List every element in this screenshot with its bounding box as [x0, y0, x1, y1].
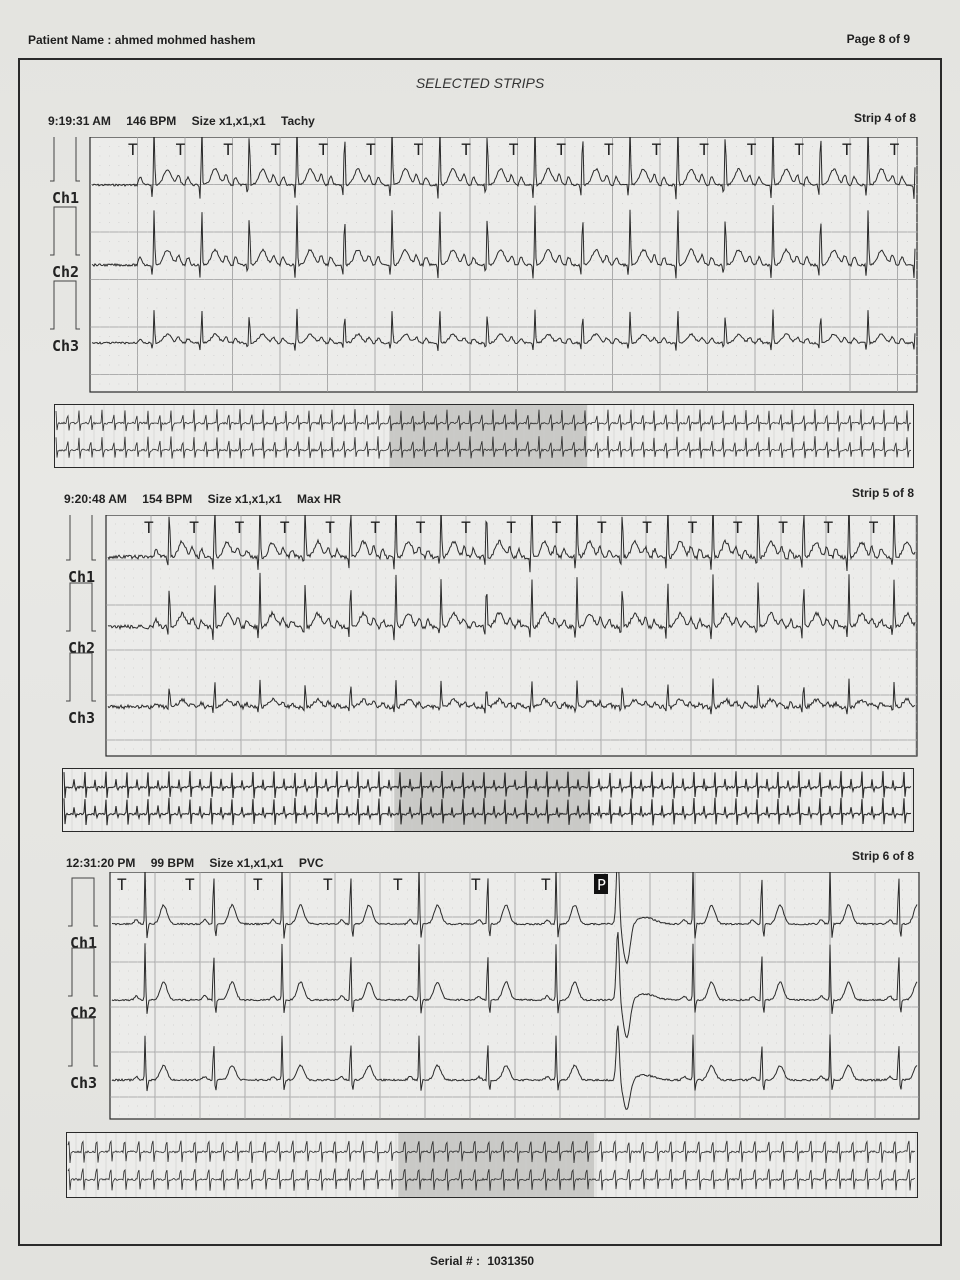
beat-marker: T	[234, 518, 245, 537]
beat-marker: T	[415, 518, 426, 537]
beat-marker: T	[506, 518, 517, 537]
strip-6-header	[66, 856, 336, 870]
serial-footer	[0, 1254, 960, 1268]
strip-size: Size x1,x1,x1	[207, 492, 282, 506]
strip-6-number: Strip 6 of 8	[851, 849, 914, 863]
beat-marker: T	[279, 518, 290, 537]
strip-event: Tachy	[281, 114, 315, 128]
channel-label: Ch1	[68, 568, 96, 586]
patient-name-label: Patient Name :	[28, 33, 112, 47]
channel-label: Ch3	[52, 337, 80, 355]
channel-label: Ch3	[70, 1074, 98, 1092]
patient-name	[28, 33, 255, 47]
strip-bpm: 146 BPM	[126, 114, 177, 128]
channel-label: Ch2	[68, 639, 96, 657]
strip-time: 9:20:48 AM	[64, 492, 127, 506]
beat-marker: T	[823, 518, 834, 537]
strip-size: Size x1,x1,x1	[209, 856, 284, 870]
beat-marker: T	[370, 518, 381, 537]
beat-marker: T	[461, 140, 471, 159]
beat-marker: T	[325, 518, 335, 537]
strip-4-number: Strip 4 of 8	[853, 111, 916, 125]
beat-marker: T	[778, 518, 788, 537]
patient-name-value: ahmed mohmed hashem	[114, 33, 256, 47]
beat-marker: T	[651, 140, 662, 159]
beat-marker: T	[551, 518, 562, 537]
beat-marker: T	[842, 140, 852, 159]
beat-marker: T	[556, 140, 567, 159]
channel-label: Ch1	[70, 934, 98, 952]
strip-4-header	[48, 114, 327, 128]
beat-marker: T	[175, 140, 186, 159]
channel-label: Ch2	[52, 263, 80, 281]
beat-marker: T	[794, 140, 805, 159]
beat-marker: T	[323, 875, 333, 894]
beat-marker: T	[128, 140, 138, 159]
strip-event: PVC	[298, 856, 324, 870]
strip-5-overview	[62, 768, 914, 832]
strip-6-ecg-chart	[62, 872, 920, 1120]
beat-marker: T	[642, 518, 652, 537]
beat-marker: T	[461, 518, 471, 537]
strip-5-ecg-chart	[60, 515, 918, 757]
channel-label: Ch1	[52, 189, 80, 207]
beat-marker: T	[746, 140, 757, 159]
strip-4-overview	[54, 404, 914, 468]
serial-value: 1031350	[487, 1254, 535, 1268]
beat-marker: T	[868, 518, 879, 537]
strip-5-number: Strip 5 of 8	[851, 486, 914, 500]
channel-label: Ch3	[68, 709, 96, 727]
strip-time: 9:19:31 AM	[48, 114, 111, 128]
beat-marker: T	[144, 518, 154, 537]
strip-5-header	[64, 492, 353, 506]
beat-marker: T	[270, 140, 281, 159]
beat-marker: T	[597, 518, 607, 537]
beat-marker: T	[223, 140, 233, 159]
strip-6-overview	[66, 1132, 918, 1198]
beat-marker: T	[413, 140, 424, 159]
beat-marker: T	[185, 875, 195, 894]
pvc-marker: P	[597, 876, 607, 894]
beat-marker: T	[508, 140, 519, 159]
beat-marker: T	[687, 518, 698, 537]
page-number: Page 8 of 9	[846, 32, 910, 46]
serial-label: Serial # :	[429, 1254, 480, 1268]
beat-marker: T	[889, 140, 900, 159]
beat-marker: T	[253, 875, 263, 894]
beat-marker: T	[318, 140, 329, 159]
beat-marker: T	[471, 875, 481, 894]
strip-bpm: 154 BPM	[142, 492, 193, 506]
beat-marker: T	[117, 875, 127, 894]
beat-marker: T	[541, 875, 551, 894]
strip-time: 12:31:20 PM	[66, 856, 136, 870]
strip-4-ecg-chart	[44, 137, 918, 393]
beat-marker: T	[732, 518, 743, 537]
beat-marker: T	[604, 140, 614, 159]
strip-event: Max HR	[297, 492, 342, 506]
strip-bpm: 99 BPM	[150, 856, 195, 870]
beat-marker: T	[189, 518, 199, 537]
beat-marker: T	[699, 140, 709, 159]
channel-label: Ch2	[70, 1004, 98, 1022]
strip-size: Size x1,x1,x1	[191, 114, 266, 128]
section-title: SELECTED STRIPS	[415, 75, 545, 91]
beat-marker: T	[393, 875, 403, 894]
beat-marker: T	[366, 140, 376, 159]
